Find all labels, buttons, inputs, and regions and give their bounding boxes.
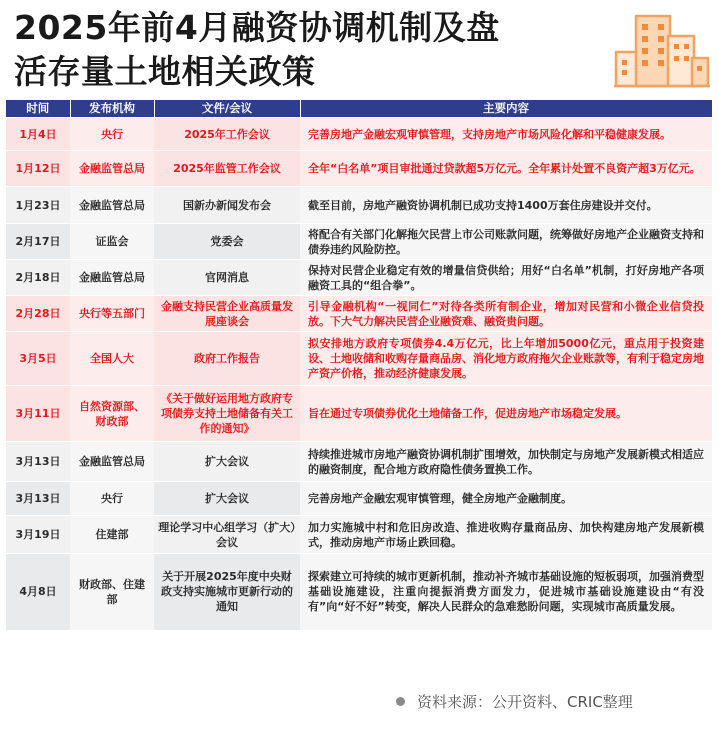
row-document: 理论学习中心组学习（扩大）会议	[154, 516, 300, 554]
header-content: 主要内容	[300, 100, 712, 118]
row-time: 1月4日	[6, 118, 70, 151]
row-document: 金融支持民营企业高质量发展座谈会	[154, 296, 300, 332]
table-row	[6, 187, 712, 224]
header-document: 文件/会议	[154, 100, 300, 118]
table-row	[6, 224, 712, 260]
row-document: 国新办新闻发布会	[154, 187, 300, 224]
row-content: 探索建立可持续的城市更新机制，推动补齐城市基础设施的短板弱项，加强消费型基础设施建设，注重向提振消费方面发力，促进城市基础设施建设由“有没有”向“好不好”转变，解决人民群众的急难愁盼问题，实现城市高质量发展。	[300, 554, 712, 630]
row-agency: 证监会	[70, 224, 154, 260]
row-content: 旨在通过专项债券优化土地储备工作，促进房地产市场稳定发展。	[300, 386, 712, 442]
row-agency: 金融监管总局	[70, 151, 154, 187]
row-agency: 央行	[70, 482, 154, 516]
row-document: 2025年监管工作会议	[154, 151, 300, 187]
row-time: 3月19日	[6, 516, 70, 554]
table-row	[6, 118, 712, 151]
policy-table	[6, 100, 713, 630]
source-note	[396, 690, 633, 714]
table-row	[6, 386, 712, 442]
table-row	[6, 554, 712, 630]
city-buildings-icon	[612, 8, 712, 90]
row-time: 1月23日	[6, 187, 70, 224]
row-time: 1月12日	[6, 151, 70, 187]
row-document: 关于开展2025年度中央财政支持实施城市更新行动的通知	[154, 554, 300, 630]
row-agency: 全国人大	[70, 332, 154, 386]
title-line-1: 2025年前4月融资协调机制及盘	[14, 8, 500, 47]
row-time: 2月18日	[6, 260, 70, 296]
header-time: 时间	[6, 100, 70, 118]
row-content: 完善房地产金融宏观审慎管理，健全房地产金融制度。	[300, 482, 712, 516]
row-agency: 央行	[70, 118, 154, 151]
row-document: 扩大会议	[154, 482, 300, 516]
row-time: 3月13日	[6, 442, 70, 482]
title-line-2: 活存量土地相关政策	[14, 52, 316, 91]
row-document: 党委会	[154, 224, 300, 260]
row-agency: 金融监管总局	[70, 260, 154, 296]
table-row	[6, 151, 712, 187]
row-agency: 央行等五部门	[70, 296, 154, 332]
row-time: 3月5日	[6, 332, 70, 386]
row-content: 持续推进城市房地产融资协调机制扩围增效，加快制定与房地产发展新模式相适应的融资制度，配合地方政府隐性债务置换工作。	[300, 442, 712, 482]
row-document: 政府工作报告	[154, 332, 300, 386]
source-text: 资料来源：公开资料、CRIC整理	[417, 693, 633, 711]
row-content: 将配合有关部门化解拖欠民营上市公司账款问题，统筹做好房地产企业融资支持和债券违约风险防控。	[300, 224, 712, 260]
page-title	[14, 6, 614, 94]
table-row	[6, 442, 712, 482]
table-row	[6, 260, 712, 296]
row-document: 2025年工作会议	[154, 118, 300, 151]
bullet-dot-icon	[396, 697, 405, 706]
row-content: 全年“白名单”项目审批通过贷款超5万亿元。全年累计处置不良资产超3万亿元。	[300, 151, 712, 187]
header-agency: 发布机构	[70, 100, 154, 118]
table-row	[6, 482, 712, 516]
row-document: 扩大会议	[154, 442, 300, 482]
table-header-row	[6, 100, 712, 118]
row-time: 4月8日	[6, 554, 70, 630]
table-row	[6, 516, 712, 554]
table-row	[6, 296, 712, 332]
row-content: 拟安排地方政府专项债券4.4万亿元，比上年增加5000亿元，重点用于投资建设、土地收储和收购存量商品房、消化地方政府拖欠企业账款等，有利于稳定房地产资产价格，推动经济健康发展。	[300, 332, 712, 386]
row-agency: 金融监管总局	[70, 442, 154, 482]
row-content: 保持对民营企业稳定有效的增量信贷供给；用好“白名单”机制，打好房地产各项融资工具的“组合拳”。	[300, 260, 712, 296]
row-agency: 住建部	[70, 516, 154, 554]
row-content: 完善房地产金融宏观审慎管理，支持房地产市场风险化解和平稳健康发展。	[300, 118, 712, 151]
row-agency: 金融监管总局	[70, 187, 154, 224]
row-time: 2月17日	[6, 224, 70, 260]
row-content: 引导金融机构“一视同仁”对待各类所有制企业，增加对民营和小微企业信贷投放。下大气力解决民营企业融资难、融资贵问题。	[300, 296, 712, 332]
row-document: 《关于做好运用地方政府专项债券支持土地储备有关工作的通知》	[154, 386, 300, 442]
row-document: 官网消息	[154, 260, 300, 296]
row-time: 3月13日	[6, 482, 70, 516]
row-agency: 自然资源部、财政部	[70, 386, 154, 442]
row-time: 3月11日	[6, 386, 70, 442]
row-content: 加力实施城中村和危旧房改造、推进收购存量商品房、加快构建房地产发展新模式，推动房地产市场止跌回稳。	[300, 516, 712, 554]
row-time: 2月28日	[6, 296, 70, 332]
row-agency: 财政部、住建部	[70, 554, 154, 630]
row-content: 截至目前，房地产融资协调机制已成功支持1400万套住房建设并交付。	[300, 187, 712, 224]
table-row	[6, 332, 712, 386]
